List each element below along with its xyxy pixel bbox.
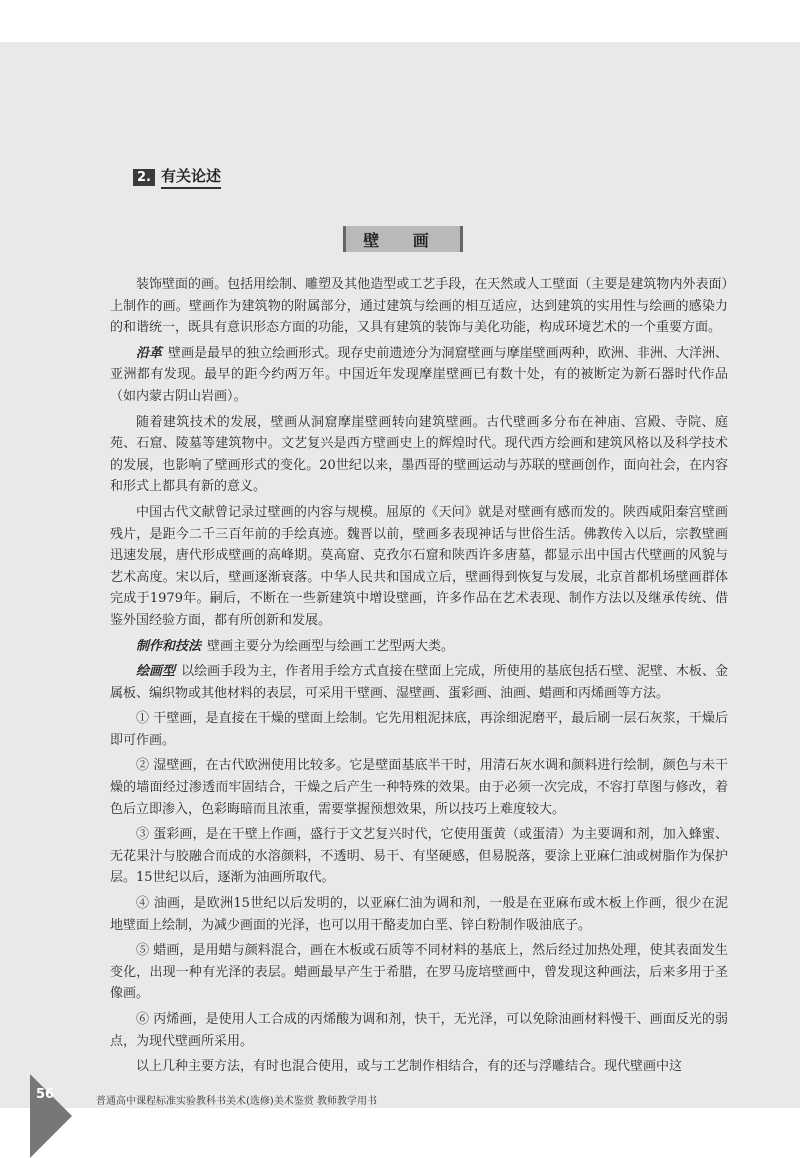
article-body: [110, 274, 728, 1082]
paragraph: [110, 661, 728, 704]
paragraph: [110, 412, 728, 498]
paragraph-text: 壁画主要分为绘画型与绘画工艺型两大类。: [207, 638, 455, 654]
paragraph-keyword: 沿革: [136, 345, 163, 361]
paragraph: [110, 502, 728, 632]
paragraph-text: 壁画是最早的独立绘画形式。现存史前遗迹分为洞窟壁画与摩崖壁画两种，欧洲、非洲、大洋洲、亚洲都有发现。最早的距今约两万年。中国近年发现摩崖壁画已有数十处，有的被断定为新石器时代作品（如内蒙古阴山岩画）。: [110, 345, 728, 404]
paragraph-text: 装饰壁面的画。包括用绘制、雕塑及其他造型或工艺手段，在天然或人工壁面（主要是建筑物内外表面）上制作的画。壁画作为建筑物的附属部分，通过建筑与绘画的相互适应，达到建筑的实用性与绘画的感染力的和谐统一，既具有意识形态方面的功能，又具有建筑的装饰与美化功能，构成环境艺术的一个重要方面。: [110, 277, 728, 336]
paragraph: [110, 708, 728, 751]
article-title: 壁 画: [343, 226, 463, 252]
page-number: 56: [36, 1087, 55, 1102]
paragraph-text: ③ 蛋彩画，是在干壁上作画，盛行于文艺复兴时代，它使用蛋黄（或蛋清）为主要调和剂，加入蜂蜜、无花果汁与胶融合而成的水溶颜料，不透明、易干、有坚硬感，但易脱落，要涂上亚麻仁油或树脂作为保护层。15世纪以后，逐渐为油画所取代。: [110, 827, 728, 886]
section-title: 有关论述: [161, 165, 221, 189]
paragraph-text: ② 湿壁画，在古代欧洲使用比较多。它是壁面基底半干时，用清石灰水调和颜料进行绘制，颜色与未干燥的墙面经过渗透而牢固结合，干燥之后产生一种特殊的效果。由于必须一次完成，不容打草图与修改，着色后立即渗入，色彩晦暗而且浓重，需要掌握预想效果，所以技巧上难度较大。: [110, 758, 728, 817]
paragraph-text: ④ 油画，是欧洲15世纪以后发明的，以亚麻仁油为调和剂，一般是在亚麻布或木板上作画，很少在泥地壁面上绘制，为减少画面的光泽，也可以用干酪麦加白垩、锌白粉制作吸油底子。: [110, 896, 728, 933]
paragraph: [110, 636, 728, 658]
paragraph: [110, 893, 728, 936]
paragraph-text: 随着建筑技术的发展，壁画从洞窟摩崖壁画转向建筑壁画。古代壁画多分布在神庙、宫殿、寺院、庭苑、石窟、陵墓等建筑物中。文艺复兴是西方壁画史上的辉煌时代。现代西方绘画和建筑风格以及科学技术的发展，也影响了壁画形式的变化。20世纪以来，墨西哥的壁画运动与苏联的壁画创作，面向社会，在内容和形式上都具有新的意义。: [110, 414, 728, 495]
paragraph: [110, 343, 728, 408]
paragraph-keyword: 绘画型: [136, 664, 176, 680]
paragraph-text: ⑥ 丙烯画，是使用人工合成的丙烯酸为调和剂，快干，无光泽，可以免除油画材料慢干、画面反光的弱点，为现代壁画所采用。: [110, 1012, 728, 1049]
paragraph: [110, 824, 728, 889]
paragraph-text: 以绘画手段为主，作者用手绘方式直接在壁面上完成，所使用的基底包括石壁、泥壁、木板、金属板、编织物或其他材料的表层，可采用干壁画、湿壁画、蛋彩画、油画、蜡画和丙烯画等方法。: [110, 664, 728, 701]
section-heading: [133, 167, 221, 187]
paragraph-text: 以上几种主要方法，有时也混合使用，或与工艺制作相结合，有的还与浮雕结合。现代壁画中这: [136, 1059, 683, 1075]
paragraph: [110, 755, 728, 820]
paragraph-text: 中国古代文献曾记录过壁画的内容与规模。屈原的《天问》就是对壁画有感而发的。陕西咸阳秦宫壁画残片，是距今二千三百年前的手绘真迹。魏晋以前，壁画多表现神话与世俗生活。佛教传入以后，宗教壁画迅速发展，唐代形成壁画的高峰期。莫高窟、克孜尔石窟和陕西许多唐墓，都显示出中国古代壁画的风貌与艺术高度。宋以后，壁画逐渐衰落。中华人民共和国成立后，壁画得到恢复与发展，北京首都机场壁画群体完成于1979年。嗣后，不断在一些新建筑中增设壁画，许多作品在艺术表现、制作方法以及继承传统、借鉴外国经验方面，都有所创新和发展。: [110, 504, 728, 628]
paragraph-keyword: 制作和技法: [136, 638, 202, 654]
book-page: [0, 42, 800, 1108]
paragraph: [110, 1009, 728, 1052]
section-number: 2.: [133, 169, 155, 186]
paragraph-text: ⑤ 蜡画，是用蜡与颜料混合，画在木板或石质等不同材料的基底上，然后经过加热处理，使其表面发生变化，出现一种有光泽的表层。蜡画最早产生于希腊，在罗马庞培壁画中，曾发现这种画法，后来多用于圣像画。: [110, 943, 728, 1002]
paragraph-text: ① 干壁画，是直接在干燥的壁面上绘制。它先用粗泥抹底，再涂细泥磨平，最后刷一层石灰浆，干燥后即可作画。: [110, 711, 728, 748]
paragraph: [110, 1056, 728, 1078]
paragraph: [110, 940, 728, 1005]
paragraph: [110, 274, 728, 339]
footer-book-title: 普通高中课程标准实验教科书美术(选修)美术鉴赏 教师教学用书: [96, 1096, 377, 1107]
